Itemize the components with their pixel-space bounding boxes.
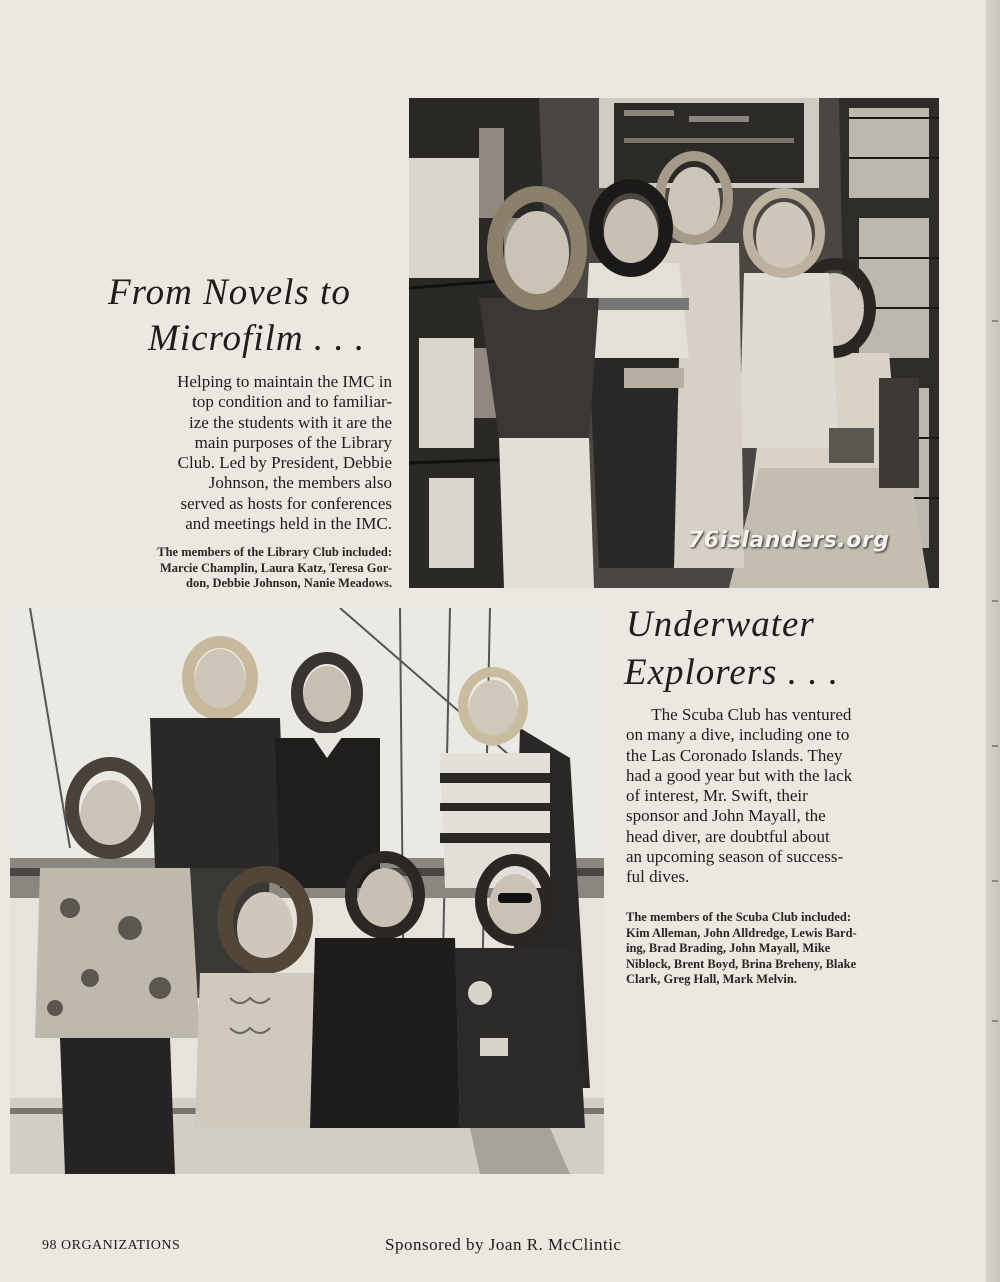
section2-caption-line: Niblock, Brent Boyd, Brina Breheny, Blake (626, 956, 857, 971)
section1-body (100, 372, 392, 534)
edge-mark (992, 320, 998, 322)
section1-body-line: Helping to maintain the IMC in (177, 372, 392, 391)
section1-title-line2: Microfilm . . . (148, 318, 366, 359)
watermark-text: 76islanders.org (688, 528, 890, 553)
section1-body-line: served as hosts for conferences (180, 493, 392, 513)
sponsor-line: Sponsored by Joan R. McClintic (385, 1235, 622, 1254)
page-number-label: 98 ORGANIZATIONS (42, 1238, 181, 1253)
section1-caption-line: Marcie Champlin, Laura Katz, Teresa Gor- (159, 560, 392, 575)
section1-body-line: ize the students with it are the (189, 412, 392, 432)
edge-mark (992, 600, 998, 602)
section2-caption (626, 910, 926, 988)
scuba-club-photo (10, 608, 604, 1174)
edge-mark (992, 1020, 998, 1022)
section2-body-line: of interest, Mr. Swift, their (626, 786, 808, 806)
section2-title-line1: Underwater (626, 604, 815, 645)
section2-body (626, 705, 916, 888)
section2-body-line: head diver, are doubtful about (626, 826, 830, 846)
section2-body-line: an upcoming season of success- (626, 847, 844, 867)
section1-caption-line: The members of the Library Club included: (157, 545, 392, 559)
section2-title-line2: Explorers . . . (624, 652, 840, 693)
section1-body-line: main purposes of the Library (194, 432, 392, 452)
section2-body-line: sponsor and John Mayall, the (626, 806, 826, 826)
library-club-photo (409, 98, 939, 588)
section2-body-line: had a good year but with the lack (626, 765, 853, 785)
section1-caption-line: don, Debbie Johnson, Nanie Meadows. (186, 576, 392, 590)
edge-mark (992, 880, 998, 882)
section2-body-line: ful dives. (626, 867, 690, 887)
section2-body-line: The Scuba Club has ventured (626, 705, 852, 724)
section1-body-line: top condition and to familiar- (192, 392, 392, 412)
section1-body-line: and meetings held in the IMC. (185, 514, 392, 534)
section2-body-line: the Las Coronado Islands. They (626, 745, 843, 765)
section1-title-line1: From Novels to (108, 272, 351, 313)
section1-caption (100, 545, 392, 592)
page-edge (986, 0, 1000, 1282)
section1-body-line: Johnson, the members also (208, 473, 392, 493)
section2-caption-line: The members of the Scuba Club included: (626, 910, 852, 924)
edge-mark (992, 745, 998, 747)
section2-caption-line: Clark, Greg Hall, Mark Melvin. (626, 972, 797, 986)
section2-caption-line: ing, Brad Brading, John Mayall, Mike (626, 941, 831, 955)
section1-body-line: Club. Led by President, Debbie (177, 453, 392, 473)
section2-body-line: on many a dive, including one to (626, 725, 850, 745)
section2-caption-line: Kim Alleman, John Alldredge, Lewis Bard- (626, 925, 857, 940)
